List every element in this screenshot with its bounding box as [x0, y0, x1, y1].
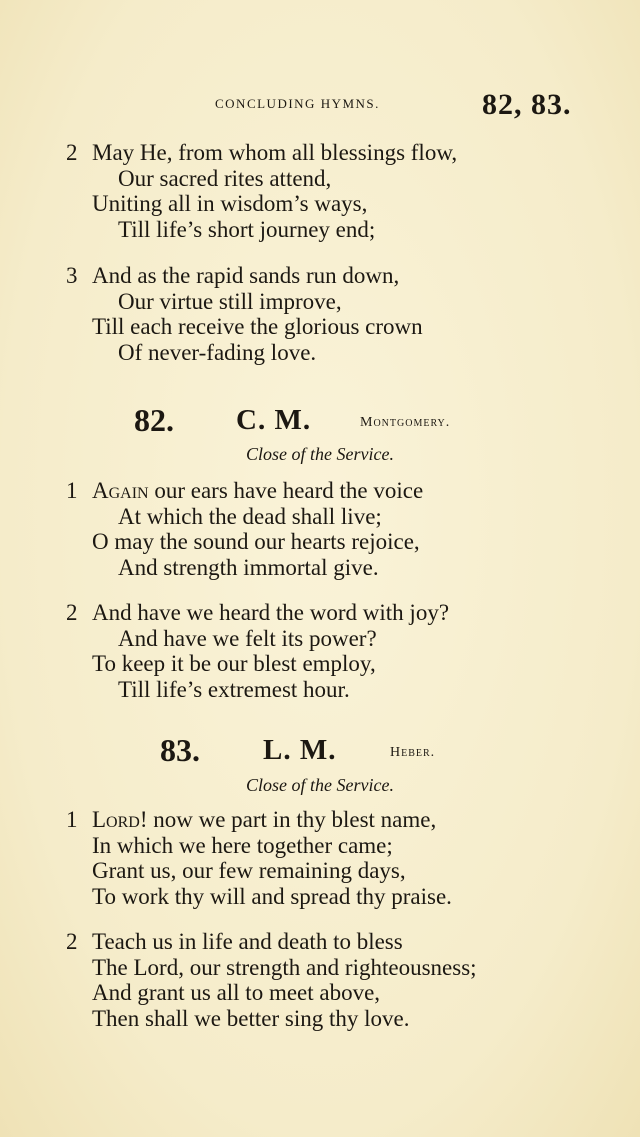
- verse-line: In which we here together came;: [92, 832, 393, 858]
- hymn-number: 83.: [160, 732, 200, 768]
- verse-line: And strength immortal give.: [118, 554, 379, 580]
- verse-line: To work thy will and spread thy praise.: [92, 883, 452, 909]
- verse-line: To keep it be our blest employ,: [92, 651, 376, 676]
- hymn-83-heading: [0, 732, 640, 768]
- verse-line: Till each receive the glorious crown: [92, 314, 423, 339]
- stanza-number: 2: [66, 600, 78, 625]
- hymn-82-subtitle: Close of the Service.: [246, 444, 394, 464]
- stanza-number: 1: [66, 807, 78, 832]
- page-header: [0, 88, 640, 128]
- hymn-83-stanza-2: [0, 929, 640, 1031]
- verse-line: And have we heard the word with joy?: [92, 600, 450, 625]
- hymn-82-heading: [0, 402, 640, 438]
- verse-line: The Lord, our strength and righteousness;: [92, 954, 477, 980]
- verse-line: At which the dead shall live;: [118, 503, 382, 529]
- hymn-author: Heber.: [390, 745, 436, 760]
- prev-hymn-stanza-2: [0, 140, 640, 242]
- hymn-82-stanza-2: [0, 600, 640, 702]
- hymn-number: 82.: [134, 402, 174, 438]
- verse-line: Till life’s short journey end;: [118, 216, 376, 242]
- verse-line: O may the sound our hearts rejoice,: [92, 529, 420, 554]
- stanza-number: 2: [66, 140, 78, 165]
- hymn-83-stanza-1: [0, 807, 640, 909]
- verse-line: Then shall we better sing thy love.: [92, 1005, 410, 1031]
- verse-line: Our virtue still improve,: [118, 288, 342, 314]
- prev-hymn-stanza-3: [0, 263, 640, 365]
- verse-line: our ears have heard the voice: [148, 478, 424, 503]
- hymn-author: Montgomery.: [360, 415, 451, 430]
- verse-line: May He, from whom all blessings flow,: [92, 140, 458, 165]
- lead-word: Lord: [92, 807, 140, 832]
- stanza-number: 3: [66, 263, 78, 288]
- verse-line: ! now we part in thy blest name,: [139, 807, 437, 832]
- hymn-meter: C. M.: [236, 404, 312, 436]
- verse-line: And as the rapid sands run down,: [92, 263, 400, 288]
- verse-line: And grant us all to meet above,: [92, 980, 381, 1005]
- verse-line: Till life’s extremest hour.: [118, 676, 350, 702]
- verse-line: Of never-fading love.: [118, 339, 317, 365]
- verse-line: And have we felt its power?: [118, 625, 377, 651]
- stanza-number: 2: [66, 929, 78, 954]
- lead-word: Again: [92, 478, 149, 503]
- stanza-number: 1: [66, 478, 78, 503]
- hymn-83-subtitle: Close of the Service.: [246, 775, 394, 795]
- verse-line: Teach us in life and death to bless: [92, 929, 403, 954]
- verse-line: Grant us, our few remaining days,: [92, 858, 406, 883]
- verse-line: Uniting all in wisdom’s ways,: [92, 191, 368, 216]
- hymn-meter: L. M.: [263, 734, 337, 766]
- running-title: CONCLUDING HYMNS.: [215, 96, 380, 111]
- page-number: 82, 83.: [482, 88, 572, 121]
- verse-line: Our sacred rites attend,: [118, 165, 332, 191]
- hymn-82-stanza-1: [0, 478, 640, 580]
